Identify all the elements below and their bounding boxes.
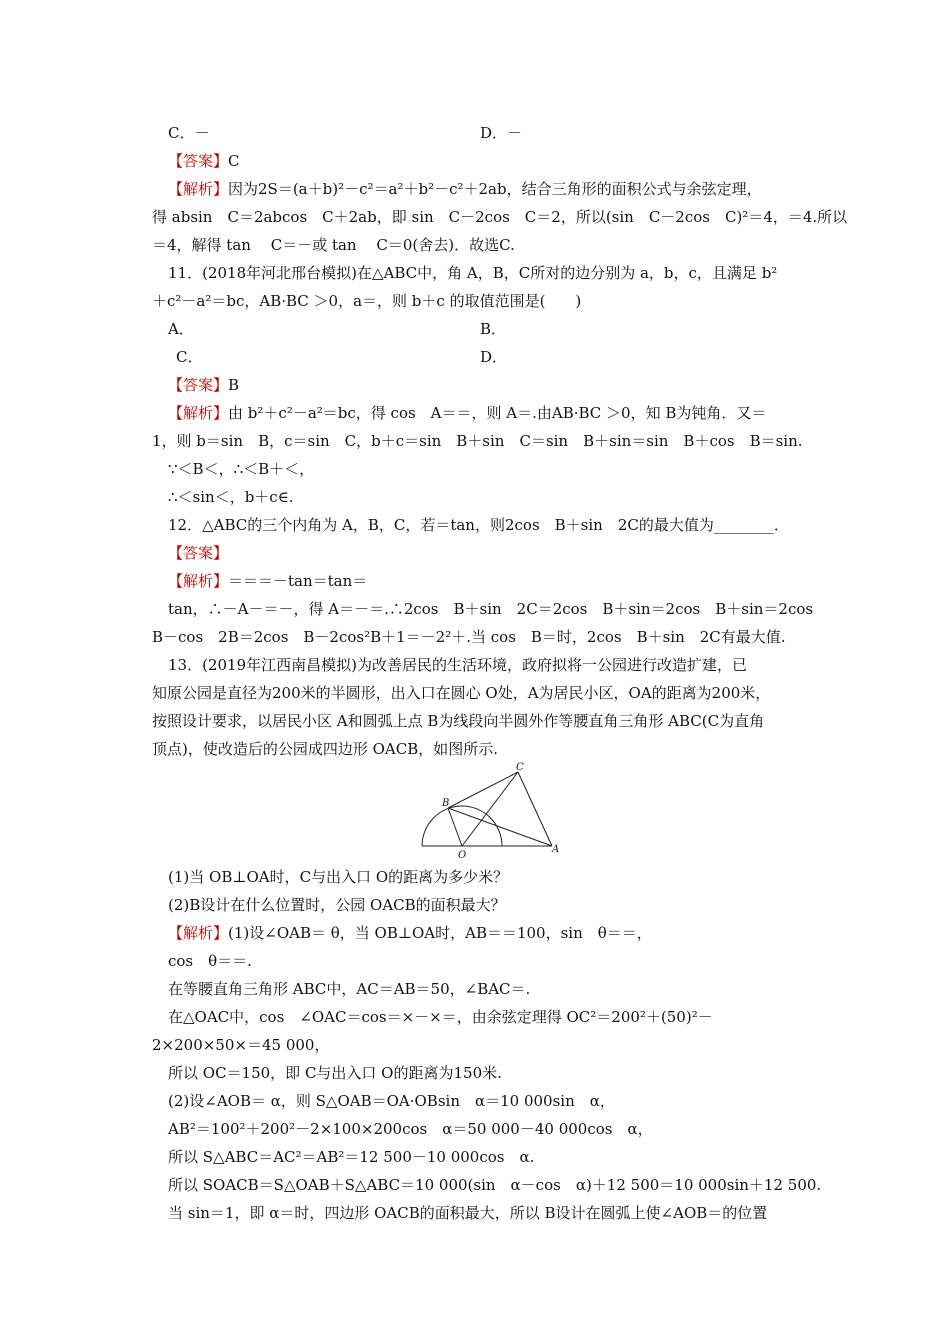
line-text: ∴＜sin＜，b＋c∈. bbox=[168, 488, 294, 506]
line-text: 由 b²＋c²－a²＝bc，得 cos A＝＝，则 A＝.由AB·BC ＞0，知 B为钝角．又＝ bbox=[228, 404, 767, 422]
text-line bbox=[168, 980, 530, 998]
line-text: (2)设∠AOB＝ α，则 S△OAB＝OA·OBsin α＝10 000sin α， bbox=[168, 1092, 615, 1110]
line-text: C．－ bbox=[168, 124, 210, 142]
line-text: cos θ＝＝. bbox=[168, 952, 252, 970]
section-tag: 【解析】 bbox=[168, 404, 229, 422]
line-text: 按照设计要求，以居民小区 A和圆弧上点 B为线段向半圆外作等腰直角三角形 ABC(C为直角 bbox=[152, 712, 765, 730]
line-text: C． bbox=[176, 348, 203, 366]
line-text: A． bbox=[168, 320, 194, 338]
line-text: 在△OAC中，cos ∠OAC＝cos＝×－×＝，由余弦定理得 OC²＝200²＋(50)²－ bbox=[168, 1008, 713, 1026]
text-line bbox=[152, 208, 847, 226]
label-C: C bbox=[516, 762, 524, 773]
line-text: tan，∴－A－＝－，得 A＝－＝.∴2cos B＋sin 2C＝2cos B＋sin＝2cos B＋sin＝2cos bbox=[168, 600, 814, 618]
section-tag: 【解析】 bbox=[168, 180, 229, 198]
text-line bbox=[152, 432, 803, 450]
text-line bbox=[168, 264, 777, 282]
text-line bbox=[480, 320, 506, 338]
text-line bbox=[168, 404, 766, 422]
text-line bbox=[152, 740, 498, 758]
segment-OC bbox=[462, 772, 518, 846]
text-line bbox=[152, 1036, 329, 1054]
text-line bbox=[480, 124, 522, 142]
text-line bbox=[168, 320, 194, 338]
text-line bbox=[168, 544, 228, 562]
text-line bbox=[176, 348, 202, 366]
text-line bbox=[168, 124, 209, 142]
line-text: 所以 SOACB＝S△OAB＋S△ABC＝10 000(sin α－cos α)＋12 500＝10 000sin＋12 500. bbox=[168, 1176, 822, 1194]
label-B: B bbox=[442, 798, 450, 809]
line-text: 12．△ABC的三个内角为 A，B，C，若＝tan，则2cos B＋sin 2C的最大值为________． bbox=[168, 516, 789, 534]
line-text: 13．(2019年江西南昌模拟)为改善居民的生活环境，政府拟将一公园进行改造扩建，已 bbox=[168, 656, 747, 674]
text-line bbox=[152, 684, 770, 702]
text-line bbox=[168, 516, 789, 534]
text-line bbox=[152, 292, 581, 310]
label-A: A bbox=[552, 844, 560, 855]
text-line bbox=[168, 1092, 615, 1110]
text-line bbox=[168, 180, 762, 198]
line-text: AB²＝100²＋200²－2×100×200cos α＝50 000－40 000cos α， bbox=[168, 1120, 653, 1138]
line-text: B bbox=[228, 376, 240, 394]
line-text: D．－ bbox=[480, 124, 523, 142]
line-text: B－cos 2B＝2cos B－2cos²B＋1＝－2²＋.当 cos B＝时，2cos B＋sin 2C有最大值. bbox=[152, 628, 786, 646]
line-text: 当 sin＝1，即 α＝时，四边形 OACB的面积最大，所以 B设计在圆弧上使∠AOB＝的位置 bbox=[168, 1204, 768, 1222]
text-line bbox=[168, 1204, 767, 1222]
text-line bbox=[152, 712, 764, 730]
line-text: 2×200×50×＝45 000， bbox=[152, 1036, 330, 1054]
line-text: 知原公园是直径为200米的半圆形，出入口在圆心 O处，A为居民小区，OA的距离为200米， bbox=[152, 684, 771, 702]
line-text: ＋c²－a²＝bc，AB·BC ＞0，a＝，则 b＋c 的取值范围是( ) bbox=[152, 292, 582, 310]
segment-OB bbox=[448, 808, 462, 846]
text-line bbox=[168, 572, 367, 590]
text-line bbox=[168, 924, 652, 942]
line-text: 顶点)，使改造后的公园成四边形 OACB，如图所示. bbox=[152, 740, 499, 758]
text-line bbox=[168, 1064, 502, 1082]
text-line bbox=[152, 628, 786, 646]
line-text: (2)B设计在什么位置时，公园 OACB的面积最大？ bbox=[168, 896, 506, 914]
segment-CA bbox=[518, 772, 552, 846]
line-text: D． bbox=[480, 348, 508, 366]
text-line bbox=[168, 152, 240, 170]
line-text: 1，则 b＝sin B，c＝sin C，b＋c＝sin B＋sin C＝sin B＋sin＝sin B＋cos B＝sin. bbox=[152, 432, 803, 450]
text-line bbox=[168, 952, 252, 970]
text-line bbox=[480, 348, 507, 366]
line-text: C bbox=[228, 152, 240, 170]
geometry-figure bbox=[410, 760, 570, 860]
line-text: (1)设∠OAB＝ θ，当 OB⊥OA时，AB＝＝100，sin θ＝＝， bbox=[228, 924, 652, 942]
text-line bbox=[168, 488, 294, 506]
line-text: ∵＜B＜，∴＜B＋＜， bbox=[168, 460, 315, 478]
section-tag: 【解析】 bbox=[168, 572, 229, 590]
line-text: ＝＝＝－tan＝tan＝ bbox=[228, 572, 368, 590]
text-line bbox=[168, 376, 239, 394]
label-O: O bbox=[458, 850, 467, 860]
text-line bbox=[168, 1120, 653, 1138]
text-line bbox=[168, 656, 747, 674]
line-text: ＝4，解得 tan C＝－或 tan C＝0(舍去)．故选C. bbox=[152, 236, 515, 254]
section-tag: 【答案】 bbox=[168, 376, 229, 394]
line-text: 所以 S△ABC＝AC²＝AB²＝12 500－10 000cos α. bbox=[168, 1148, 535, 1166]
text-line bbox=[152, 236, 515, 254]
line-text: 因为2S＝(a＋b)²－c²＝a²＋b²－c²＋2ab，结合三角形的面积公式与余弦定理， bbox=[228, 180, 762, 198]
line-text: B． bbox=[480, 320, 507, 338]
line-text: (1)当 OB⊥OA时，C与出入口 O的距离为多少米？ bbox=[168, 868, 509, 886]
text-line bbox=[168, 868, 508, 886]
line-text: 11．(2018年河北邢台模拟)在△ABC中，角 A，B，C所对的边分别为 a，b，c，且满足 b² bbox=[168, 264, 778, 282]
segment-BC bbox=[448, 772, 518, 808]
section-tag: 【答案】 bbox=[168, 544, 229, 562]
text-line bbox=[168, 1176, 821, 1194]
text-line bbox=[168, 460, 314, 478]
section-tag: 【答案】 bbox=[168, 152, 229, 170]
semicircle-arc bbox=[422, 806, 502, 846]
line-text: 在等腰直角三角形 ABC中，AC＝AB＝50，∠BAC＝. bbox=[168, 980, 531, 998]
section-tag: 【解析】 bbox=[168, 924, 229, 942]
segment-BA bbox=[448, 808, 552, 846]
text-line bbox=[168, 600, 813, 618]
text-line bbox=[168, 1148, 534, 1166]
text-line bbox=[168, 1008, 713, 1026]
line-text: 所以 OC＝150，即 C与出入口 O的距离为150米. bbox=[168, 1064, 502, 1082]
line-text: 得 absin C＝2abcos C＋2ab，即 sin C－2cos C＝2，所以(sin C－2cos C)²＝4，＝4.所以 bbox=[152, 208, 848, 226]
text-line bbox=[168, 896, 506, 914]
